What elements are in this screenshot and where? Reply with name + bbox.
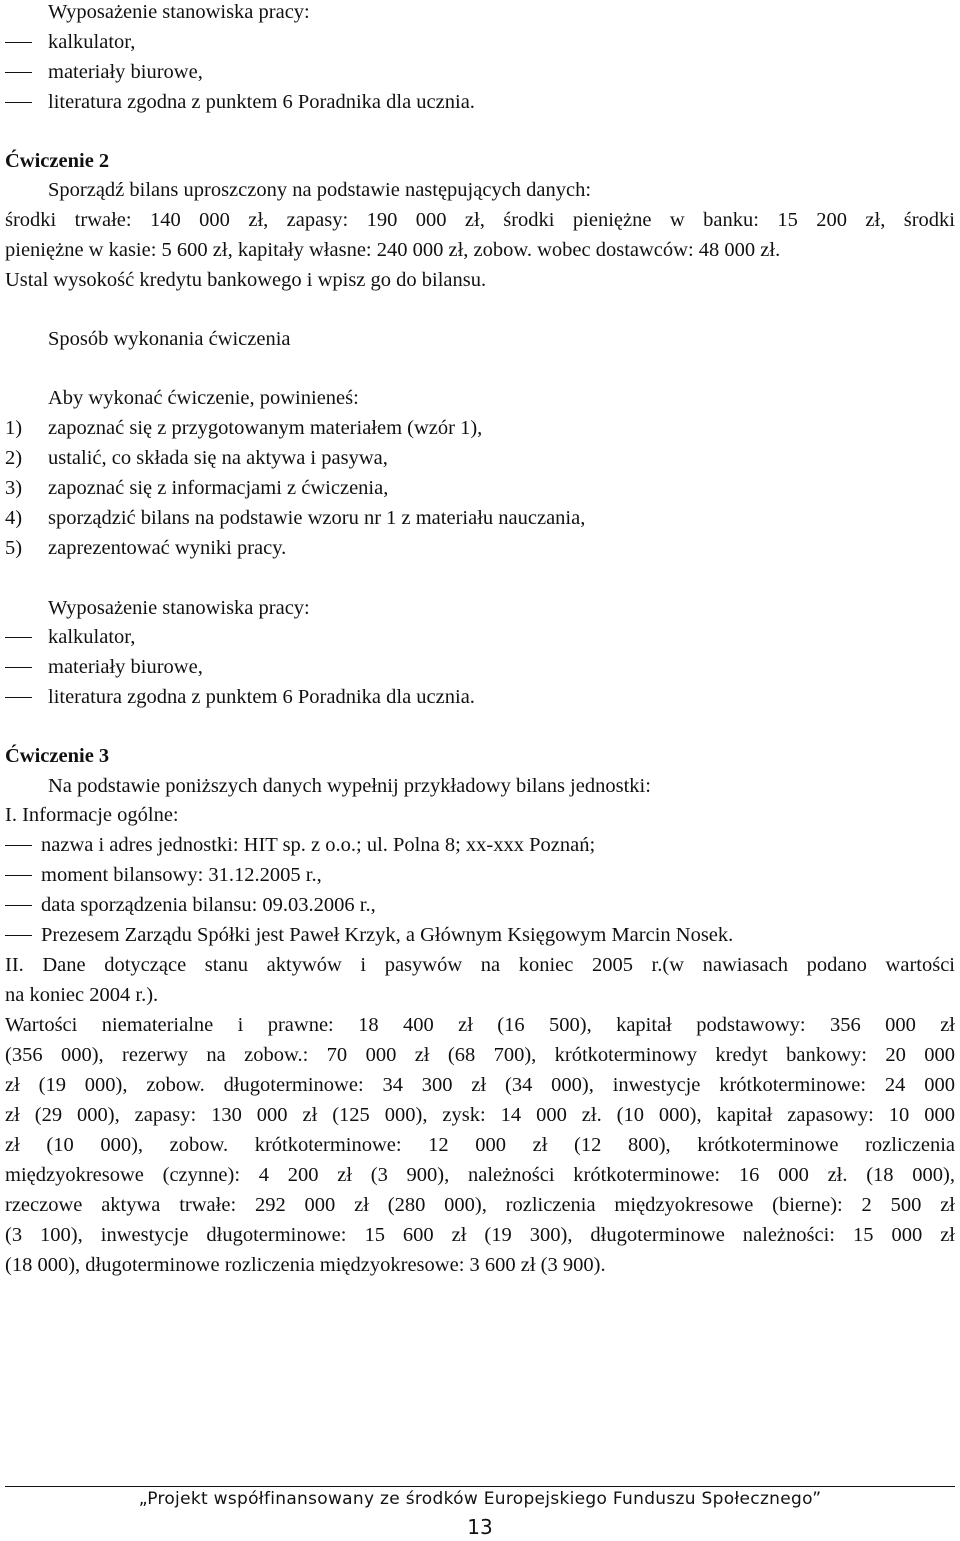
- list-item: moment bilansowy: 31.12.2005 r.,: [5, 860, 955, 890]
- list-item: data sporządzenia bilansu: 09.03.2006 r.,: [5, 890, 955, 920]
- list-item: materiały biurowe,: [5, 57, 955, 87]
- exercise-3-intro: Na podstawie poniższych danych wypełnij przykładowy bilans jednostki:: [48, 775, 651, 797]
- exercise-2-text: Ustal wysokość kredytu bankowego i wpisz go do bilansu.: [5, 269, 487, 291]
- step-item: 2) ustalić, co składa się na aktywa i pasywa,: [5, 447, 388, 469]
- list-item: materiały biurowe,: [5, 652, 955, 682]
- section-2-heading: II. Dane dotyczące stanu aktywów i pasywów na koniec 2005 r.(w nawiasach podano wartości: [5, 954, 955, 976]
- data-paragraph-line: (356 000), rezerwy na zobow.: 70 000 zł (68 700), krótkoterminowy kredyt bankowy: 20 000: [5, 1044, 955, 1066]
- list-item: kalkulator,: [5, 622, 955, 652]
- dash-bullet: [5, 905, 32, 906]
- footer-text: „Projekt współfinansowany ze środków Europejskiego Funduszu Społecznego”: [138, 1489, 822, 1509]
- exercise-2-text: środki trwałe: 140 000 zł, zapasy: 190 000 zł, środki pieniężne w banku: 15 200 zł, środki: [5, 209, 955, 231]
- data-paragraph-line: zł (29 000), zapasy: 130 000 zł (125 000), zysk: 14 000 zł. (10 000), kapitał zapasowy: 10 000: [5, 1104, 955, 1126]
- section-2-heading: na koniec 2004 r.).: [5, 984, 159, 1006]
- list-item: Prezesem Zarządu Spółki jest Paweł Krzyk, a Głównym Księgowym Marcin Nosek.: [5, 920, 955, 950]
- data-paragraph-line: zł (10 000), zobow. krótkoterminowe: 12 000 zł (12 800), krótkoterminowe rozliczenia: [5, 1134, 955, 1156]
- step-item: 4) sporządzić bilans na podstawie wzoru nr 1 z materiału nauczania,: [5, 507, 586, 529]
- data-paragraph-line: (3 100), inwestycje długoterminowe: 15 600 zł (19 300), długoterminowe należności: 15 000 zł: [5, 1224, 955, 1246]
- data-paragraph-line: Wartości niematerialne i prawne: 18 400 zł (16 500), kapitał podstawowy: 356 000 zł: [5, 1014, 955, 1036]
- equipment-heading-top: Wyposażenie stanowiska pracy:: [48, 1, 310, 23]
- dash-bullet: [5, 845, 32, 846]
- equipment-heading: Wyposażenie stanowiska pracy:: [48, 597, 310, 619]
- list-item: nazwa i adres jednostki: HIT sp. z o.o.; ul. Polna 8; xx-xxx Poznań;: [5, 830, 955, 860]
- dash-bullet: [5, 72, 32, 73]
- exercise-2-title: Ćwiczenie 2: [5, 150, 110, 172]
- data-paragraph-line: międzyokresowe (czynne): 4 200 zł (3 900), należności krótkoterminowe: 16 000 zł. (18 000),: [5, 1164, 955, 1186]
- dash-bullet: [5, 637, 32, 638]
- dash-bullet: [5, 875, 32, 876]
- page-number: 13: [467, 1515, 493, 1539]
- step-item: 1) zapoznać się z przygotowanym materiałem (wzór 1),: [5, 417, 483, 439]
- dash-bullet: [5, 102, 32, 103]
- data-paragraph-line: (18 000), długoterminowe rozliczenia międzyokresowe: 3 600 zł (3 900).: [5, 1254, 606, 1276]
- list-item: literatura zgodna z punktem 6 Poradnika dla ucznia.: [5, 682, 955, 712]
- method-heading: Sposób wykonania ćwiczenia: [48, 328, 291, 350]
- exercise-3-title: Ćwiczenie 3: [5, 745, 110, 767]
- step-item: 3) zapoznać się z informacjami z ćwiczenia,: [5, 477, 389, 499]
- list-item: kalkulator,: [5, 27, 955, 57]
- dash-bullet: [5, 935, 32, 936]
- dash-bullet: [5, 697, 32, 698]
- exercise-2-text: pieniężne w kasie: 5 600 zł, kapitały własne: 240 000 zł, zobow. wobec dostawców: 48 000 zł.: [5, 239, 781, 261]
- steps-intro: Aby wykonać ćwiczenie, powinieneś:: [48, 387, 359, 409]
- data-paragraph-line: zł (19 000), zobow. długoterminowe: 34 300 zł (34 000), inwestycje krótkoterminowe: 24 000: [5, 1074, 955, 1096]
- data-paragraph-line: rzeczowe aktywa trwałe: 292 000 zł (280 000), rozliczenia międzyokresowe (bierne): 2 500 zł: [5, 1194, 955, 1216]
- dash-bullet: [5, 667, 32, 668]
- footer-divider: [5, 1486, 955, 1487]
- exercise-2-intro: Sporządź bilans uproszczony na podstawie następujących danych:: [48, 179, 592, 201]
- list-item: literatura zgodna z punktem 6 Poradnika dla ucznia.: [5, 87, 955, 117]
- step-item: 5) zaprezentować wyniki pracy.: [5, 537, 287, 559]
- dash-bullet: [5, 42, 32, 43]
- section-1-heading: I. Informacje ogólne:: [5, 804, 179, 826]
